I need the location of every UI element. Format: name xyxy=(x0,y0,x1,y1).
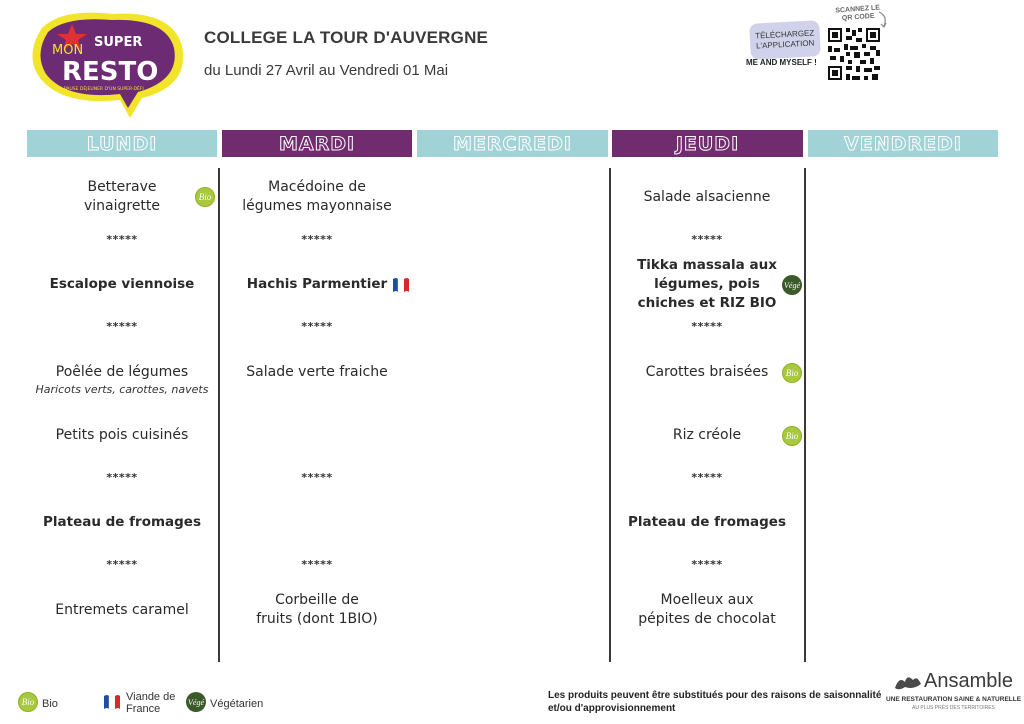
qr-caption-line2: QR CODE xyxy=(841,12,875,23)
mardi-side: Salade verte fraiche xyxy=(246,364,388,380)
column-divider xyxy=(218,168,220,662)
brand-tagline: UNE RESTAURATION SAINE & NATURELLE xyxy=(886,696,1022,703)
svg-text:MON: MON xyxy=(52,43,84,58)
substitution-notice-line1: Les produits peuvent être substitués pour des raisons de saisonnalité xyxy=(548,690,882,701)
jeudi-main-line3: chiches et RIZ BIO xyxy=(637,295,777,311)
legend-bio-icon: Bio xyxy=(18,692,38,712)
mardi-dessert xyxy=(222,591,412,629)
jeudi-main-line2: légumes, pois xyxy=(654,276,760,292)
lundi-side-detail: Haricots verts, carottes, navets xyxy=(35,383,209,396)
legend-french-flag-icon xyxy=(102,692,122,712)
qr-code-icon[interactable] xyxy=(826,26,882,82)
jeudi-main-line1: Tikka massala aux xyxy=(637,257,777,273)
day-header-lundi: LUNDI xyxy=(27,130,217,157)
svg-text:SUPER: SUPER xyxy=(94,35,143,50)
lundi-side: Poêlée de légumes xyxy=(55,364,189,380)
vegetarian-icon: Végé xyxy=(782,275,802,295)
jeudi-starter: Salade alsacienne xyxy=(643,189,771,205)
download-app-line2: L'APPLICATION xyxy=(755,38,815,51)
brand-subtagline: AU PLUS PRÈS DES TERRITOIRES xyxy=(912,705,995,711)
lundi-starter-line1: Betterave xyxy=(87,179,157,195)
column-divider xyxy=(609,168,611,662)
mardi-main: Hachis Parmentier xyxy=(246,276,388,292)
menu-column-jeudi xyxy=(612,160,803,660)
substitution-notice-line2: et/ou d'approvisionnement xyxy=(548,703,676,714)
separator: ***** xyxy=(691,558,723,571)
bio-icon: Bio xyxy=(782,426,802,446)
jeudi-side: Carottes braisées xyxy=(645,364,769,380)
separator: ***** xyxy=(691,233,723,246)
download-app-badge[interactable] xyxy=(749,20,821,60)
jeudi-main xyxy=(612,256,802,313)
jeudi-side2: Riz créole xyxy=(672,427,742,443)
menu-column-mercredi xyxy=(417,160,608,660)
separator: ***** xyxy=(106,471,138,484)
bio-icon: Bio xyxy=(782,363,802,383)
day-header-vendredi: VENDREDI xyxy=(808,130,998,157)
lundi-dessert: Entremets caramel xyxy=(55,602,189,618)
mardi-starter xyxy=(222,178,412,216)
mon-super-resto-logo xyxy=(22,6,192,122)
svg-text:PAUSE DÉJEUNER D'UN SUPER-DÉFI: PAUSE DÉJEUNER D'UN SUPER-DÉFI xyxy=(64,87,144,92)
mardi-starter-line1: Macédoine de xyxy=(268,179,366,195)
legend-france-line2: France xyxy=(126,703,161,715)
french-flag-icon xyxy=(391,275,411,295)
menu-column-mardi xyxy=(222,160,412,660)
lundi-cheese: Plateau de fromages xyxy=(42,514,202,530)
mardi-dessert-line2: fruits (dont 1BIO) xyxy=(256,611,378,627)
separator: ***** xyxy=(301,320,333,333)
jeudi-dessert-line1: Moelleux aux xyxy=(660,592,754,608)
menu-column-lundi xyxy=(27,160,217,660)
legend-vegetarian-label: Végétarien xyxy=(210,698,264,710)
jeudi-dessert-line2: pépites de chocolat xyxy=(638,611,776,627)
legend-vegetarian-icon: Végé xyxy=(186,692,206,712)
lundi-main: Escalope viennoise xyxy=(49,276,195,292)
mardi-dessert-line1: Corbeille de xyxy=(275,592,359,608)
app-name: ME AND MYSELF ! xyxy=(746,58,817,67)
jeudi-cheese: Plateau de fromages xyxy=(627,514,787,530)
separator: ***** xyxy=(301,558,333,571)
separator: ***** xyxy=(106,233,138,246)
separator: ***** xyxy=(301,233,333,246)
lundi-starter-line2: vinaigrette xyxy=(83,198,161,214)
separator: ***** xyxy=(691,320,723,333)
svg-text:RESTO: RESTO xyxy=(62,57,159,87)
separator: ***** xyxy=(106,558,138,571)
lundi-side2: Petits pois cuisinés xyxy=(55,427,189,443)
lundi-starter xyxy=(27,178,217,216)
qr-caption-line1: SCANNEZ LE xyxy=(835,4,881,15)
page-title: COLLEGE LA TOUR D'AUVERGNE xyxy=(204,28,489,47)
date-range: du Lundi 27 Avril au Vendredi 01 Mai xyxy=(204,62,449,79)
bio-icon: Bio xyxy=(195,187,215,207)
separator: ***** xyxy=(691,471,723,484)
download-app-line1: TÉLÉCHARGEZ xyxy=(754,28,815,41)
column-divider xyxy=(804,168,806,662)
brand-name: Ansamble xyxy=(924,670,1013,692)
separator: ***** xyxy=(106,320,138,333)
legend-france-line1: Viande de xyxy=(126,691,176,703)
day-header-mercredi: MERCREDI xyxy=(417,130,608,157)
legend-france-label xyxy=(126,691,175,715)
separator: ***** xyxy=(301,471,333,484)
day-header-mardi: MARDI xyxy=(222,130,412,157)
day-header-jeudi: JEUDI xyxy=(612,130,803,157)
substitution-notice xyxy=(548,689,888,715)
ansamble-logo-icon xyxy=(893,672,923,692)
jeudi-dessert xyxy=(612,591,802,629)
mardi-starter-line2: légumes mayonnaise xyxy=(242,198,392,214)
menu-column-vendredi xyxy=(808,160,998,660)
legend-bio-label: Bio xyxy=(42,698,58,710)
